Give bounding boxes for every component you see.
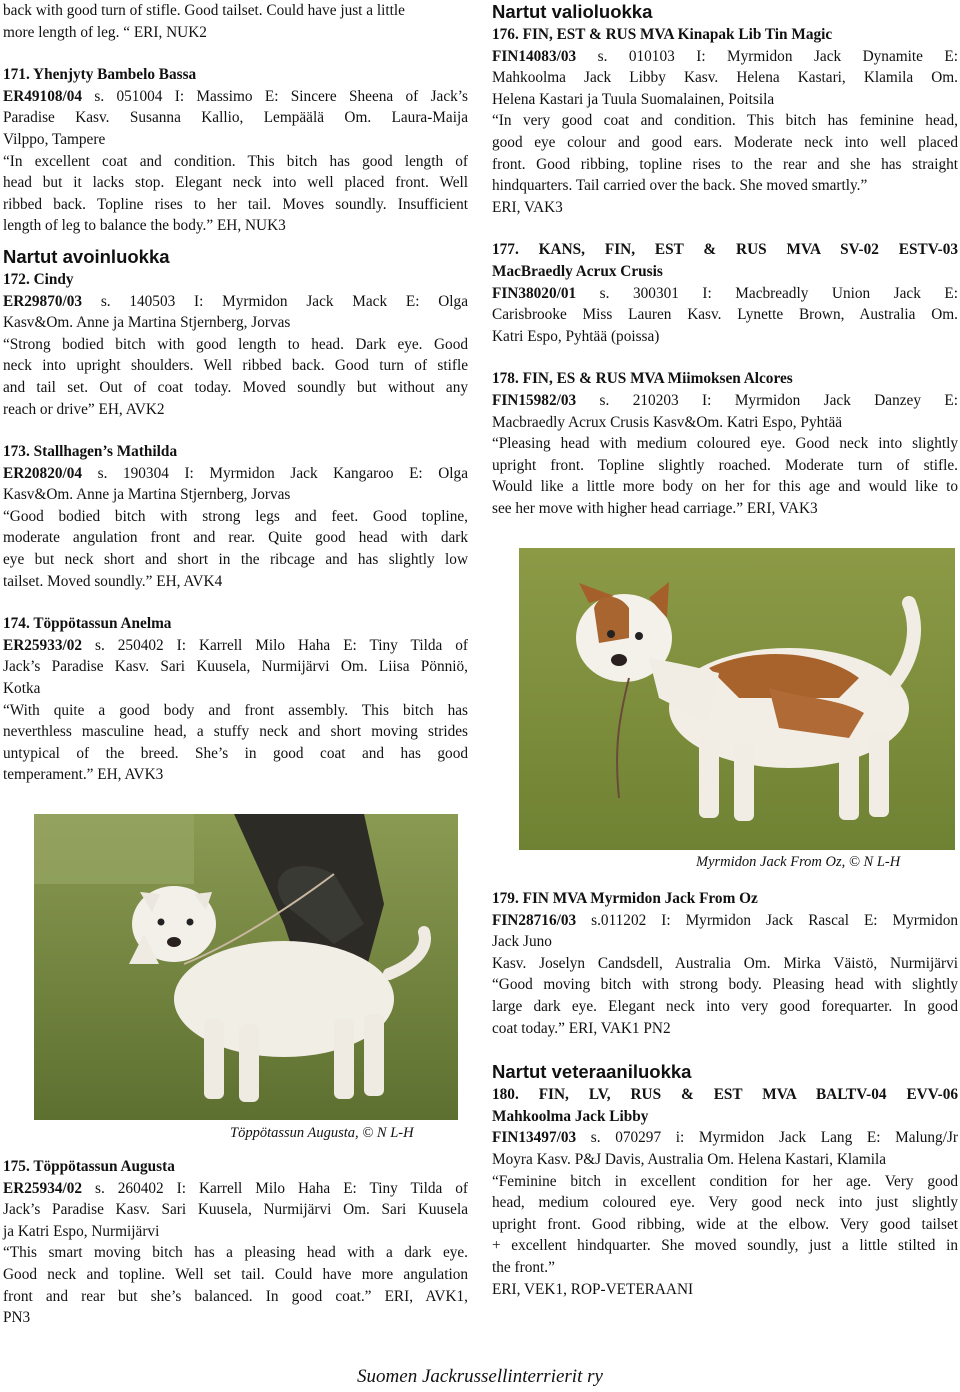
- entry-text: Would like a little more body on her for this age and would like to: [492, 478, 958, 496]
- entry-text: Carisbrooke Miss Lauren Kasv. Lynette Brown, Australia Om.: [492, 306, 958, 324]
- entry-text: head, medium coloured eye. Very good neck into just slightly: [492, 1194, 958, 1212]
- entry-text: Kasv&Om. Anne ja Martina Stjernberg, Jorvas: [3, 486, 291, 504]
- entry-text: “In very good coat and condition. This bitch has feminine head,: [492, 112, 958, 130]
- reg-number: ER25934/02: [3, 1179, 83, 1197]
- entry-text: ERI, VAK3: [492, 198, 563, 216]
- reg-number: FIN14083/03: [492, 47, 577, 65]
- entry-text: “Feminine bitch in excellent condition for her age. Very good: [492, 1172, 958, 1190]
- entry-text: s. 190304 I: Myrmidon Jack Kangaroo E: Olga: [82, 464, 468, 482]
- entry-text: s. 210203 I: Myrmidon Jack Danzey E:: [576, 391, 958, 409]
- entry-text: good eye colour and good ears. Moderate neck into well placed: [492, 133, 958, 151]
- dog-photo-augusta: [34, 814, 458, 1120]
- entry-text: untypical of the breed. She’s in good coat and has good: [3, 744, 468, 762]
- entry-title: 178. FIN, ES & RUS MVA Miimoksen Alcores: [492, 370, 793, 388]
- entry-title: 174. Töppötassun Anelma: [3, 615, 172, 633]
- entry-text: Helena Kastari ja Tuula Suomalainen, Poitsila: [492, 90, 775, 108]
- entry-title: 177. KANS, FIN, EST & RUS MVA SV-02 ESTV-03: [492, 241, 958, 259]
- reg-number: FIN15982/03: [492, 391, 577, 409]
- entry-title: 180. FIN, LV, RUS & EST MVA BALTV-04 EVV-06: [492, 1086, 958, 1104]
- page-footer: Suomen Jackrussellinterrierit ry: [357, 1366, 603, 1387]
- dog-photo-illustration: [519, 548, 955, 850]
- entry-title: 172. Cindy: [3, 270, 74, 288]
- entry-text: tailset. Moved soundly.” EH, AVK4: [3, 572, 223, 590]
- entry-text: neverthless masculine head, a stuffy neck and short moving strides: [3, 723, 468, 741]
- entry-text: Vilppo, Tampere: [3, 130, 106, 148]
- entry-text: temperament.” EH, AVK3: [3, 766, 164, 784]
- photo-caption: Töppötassun Augusta, © N L-H: [230, 1125, 414, 1141]
- entry-text: length of leg to balance the body.” EH, NUK3: [3, 217, 286, 235]
- entry-text: “Strong bodied bitch with good length to head. Dark eye. Good: [3, 335, 468, 353]
- entry-text: large dark eye. Elegant neck into very good forequarter. In good: [492, 997, 958, 1015]
- entry-text: Moyra Kasv. P&J Davis, Australia Om. Helena Kastari, Klamila: [492, 1150, 887, 1168]
- dog-photo-illustration: [34, 814, 458, 1120]
- reg-number: ER49108/04: [3, 87, 83, 105]
- reg-number: FIN13497/03: [492, 1129, 577, 1147]
- entry-text: upright front. Good ribbing, wide at the elbow. Very good tailset: [492, 1215, 958, 1233]
- entry-text: “Pleasing head with medium coloured eye. Good neck into slightly: [492, 435, 958, 453]
- entry-text: hindquarters. Tail carried over the back. She moved smartly.”: [492, 177, 868, 195]
- entry-text: Kasv. Joselyn Candsdell, Australia Om. Mirka Väistö, Nurmijärvi: [492, 954, 958, 972]
- entry-text: Paradise Kasv. Susanna Kallio, Lempäälä Om. Laura-Maija: [3, 109, 468, 127]
- entry-text: eye but neck short and short in the ribcage and has slightly low: [3, 551, 468, 569]
- right-column-lower: [492, 888, 958, 1300]
- reg-number: FIN28716/03: [492, 911, 577, 929]
- entry-text: s. 260402 I: Karrell Milo Haha E: Tiny Tilda of: [82, 1179, 468, 1197]
- entry-text: “With quite a good body and front assembly. This bitch has: [3, 701, 468, 719]
- entry-text: Kotka: [3, 680, 41, 698]
- reg-number: ER29870/03: [3, 292, 83, 310]
- entry-text: Mahkoolma Jack Libby Kasv. Helena Kastari, Klamila Om.: [492, 69, 958, 87]
- entry-174: [3, 613, 468, 786]
- entry-text: s. 070297 i: Myrmidon Jack Lang E: Malung/Jr: [576, 1129, 958, 1147]
- entry-text: “This smart moving bitch has a pleasing head with a dark eye.: [3, 1244, 468, 1262]
- entry-171: [3, 64, 468, 237]
- entry-title: 171. Yhenjyty Bambelo Bassa: [3, 66, 197, 84]
- section-heading: Nartut avoinluokka: [3, 245, 170, 267]
- entry-180: [492, 1084, 958, 1300]
- entry-text: “Good bodied bitch with strong legs and feet. Good topline,: [3, 507, 468, 525]
- entry-text: s.011202 I: Myrmidon Jack Rascal E: Myrmidon: [576, 911, 958, 929]
- entry-text: Macbraedly Acrux Crusis Kasv&Om. Katri Espo, Pyhtää: [492, 413, 843, 431]
- reg-number: ER20820/04: [3, 464, 83, 482]
- entry-175: [3, 1156, 468, 1329]
- entry-text: s. 250402 I: Karrell Milo Haha E: Tiny Tilda of: [82, 636, 468, 654]
- entry-text: Good neck and topline. Well set tail. Could have more angulation: [3, 1265, 468, 1283]
- dog-photo-from-oz: [519, 548, 955, 850]
- entry-text: upright front. Topline slightly roached. Moderate turn of stifle.: [492, 456, 958, 474]
- entry-text: s. 300301 I: Macbreadly Union Jack E:: [576, 284, 958, 302]
- text-line: back with good turn of stifle. Good tailset. Could have just a little: [3, 2, 405, 19]
- entry-text: Jack Juno: [492, 933, 552, 951]
- entry-title: 179. FIN MVA Myrmidon Jack From Oz: [492, 890, 758, 907]
- text-line: more length of leg. “ ERI, NUK2: [3, 23, 207, 41]
- reg-number: ER25933/02: [3, 636, 83, 654]
- entry-text: ribbed back. Topline rises to her tail. Moves soundly. Insufficient: [3, 195, 468, 213]
- entry-text: the front.”: [492, 1258, 555, 1276]
- entry-text: see her move with higher head carriage.” ERI, VAK3: [492, 499, 818, 517]
- entry-177: [492, 239, 958, 347]
- entry-text: front. Good ribbing, topline rises to the rear and she has straight: [492, 155, 958, 173]
- entry-176: [492, 24, 958, 218]
- entry-text: neck into upright shoulders. Well ribbed back. Good turn of stifle: [3, 357, 468, 375]
- photo-caption: Myrmidon Jack From Oz, © N L-H: [696, 854, 901, 870]
- entry-text: s. 051004 I: Massimo E: Sincere Sheena of Jack’s: [82, 87, 468, 105]
- entry-172: [3, 269, 468, 420]
- entry-text: “Good moving bitch with strong body. Pleasing head with slightly: [492, 976, 958, 994]
- entry-title: 173. Stallhagen’s Mathilda: [3, 443, 178, 461]
- entry-173: [3, 441, 468, 592]
- entry-title-name: MacBraedly Acrux Crusis: [492, 262, 663, 280]
- entry-title-name: Mahkoolma Jack Libby: [492, 1107, 649, 1125]
- entry-text: s. 140503 I: Myrmidon Jack Mack E: Olga: [82, 292, 468, 310]
- entry-text: ja Katri Espo, Nurmijärvi: [3, 1222, 160, 1240]
- entry-text: “In excellent coat and condition. This bitch has good length of: [3, 152, 468, 170]
- entry-title: 176. FIN, EST & RUS MVA Kinapak Lib Tin Magic: [492, 26, 833, 43]
- section-heading: Nartut valioluokka: [492, 1, 653, 22]
- entry-text: Jack’s Paradise Kasv. Sari Kuusela, Nurmijärvi Om. Sari Kuusela: [3, 1201, 468, 1219]
- entry-text: Jack’s Paradise Kasv. Sari Kuusela, Nurmijärvi Om. Liisa Pönniö,: [3, 658, 468, 676]
- entry-text: reach or drive” EH, AVK2: [3, 400, 165, 418]
- entry-text: s. 010103 I: Myrmidon Jack Dynamite E:: [576, 47, 958, 65]
- entry-178: [492, 368, 958, 519]
- entry-text: and tail set. Out of coat today. Moved soundly but without any: [3, 378, 468, 396]
- entry-text: PN3: [3, 1309, 31, 1327]
- entry-text: moderate angulation front and rear. Quite good head with dark: [3, 529, 468, 547]
- entry-text: front and rear but she’s balanced. In good coat.” ERI, AVK1,: [3, 1287, 468, 1305]
- entry-text: ERI, VEK1, ROP-VETERAANI: [492, 1280, 694, 1298]
- entry-text: Kasv&Om. Anne ja Martina Stjernberg, Jorvas: [3, 314, 291, 332]
- entry-text: Katri Espo, Pyhtää (poissa): [492, 327, 660, 345]
- left-column: [3, 0, 468, 786]
- section-heading: Nartut veteraaniluokka: [492, 1061, 692, 1083]
- entry-179: [492, 888, 958, 1039]
- entry-title: 175. Töppötassun Augusta: [3, 1158, 175, 1175]
- entry-text: coat today.” ERI, VAK1 PN2: [492, 1019, 671, 1037]
- entry-text: + excellent hindquarter. She moved soundly, just a little stilted in: [492, 1237, 958, 1255]
- reg-number: FIN38020/01: [492, 284, 577, 302]
- entry-text: head but it lacks stop. Elegant neck into well placed front. Well: [3, 174, 468, 192]
- right-column: [492, 0, 958, 519]
